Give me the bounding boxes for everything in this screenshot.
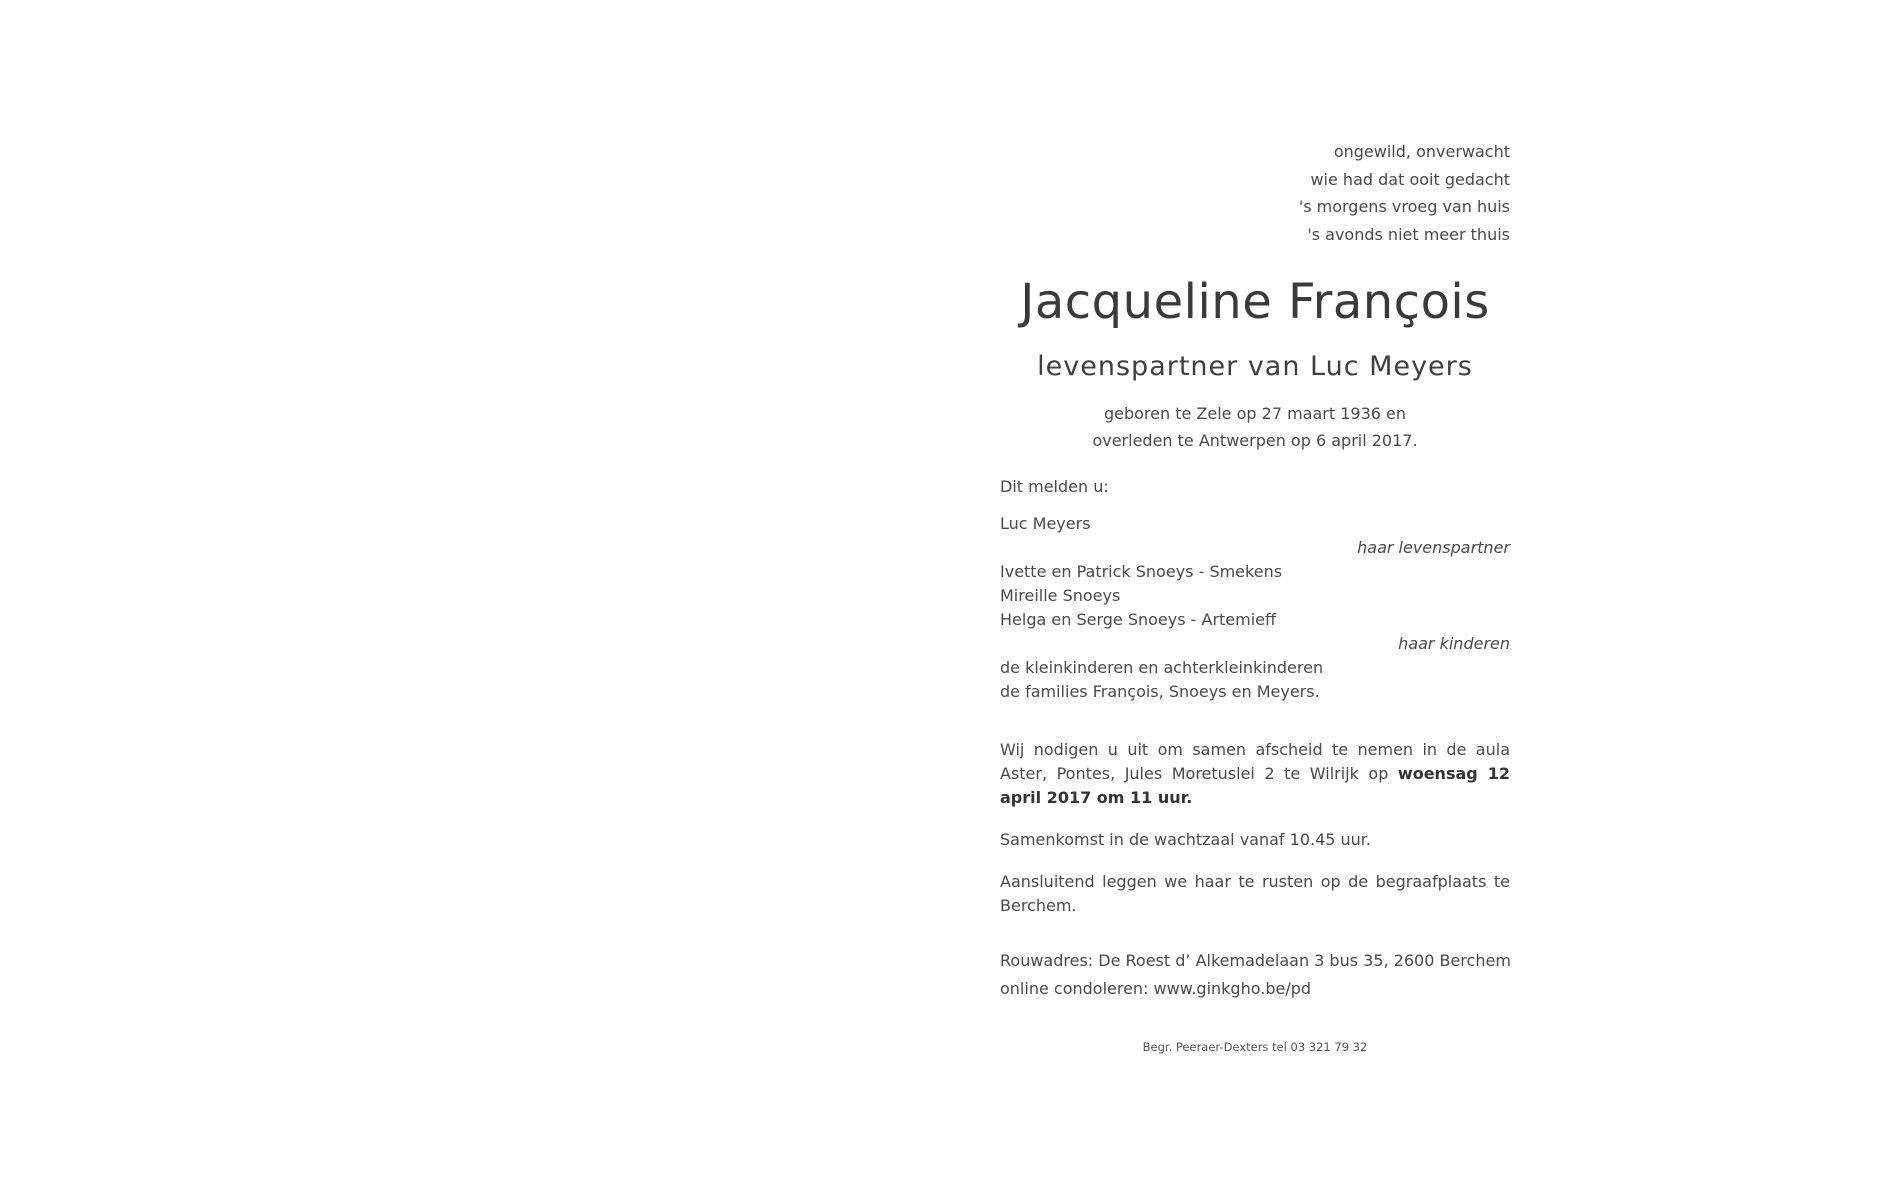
poem-line: 's morgens vroeg van huis: [1298, 197, 1510, 216]
announcement-intro: Dit melden u:: [1000, 477, 1109, 496]
deceased-name: Jacqueline François: [1020, 274, 1490, 330]
child-entry: Ivette en Patrick Snoeys - Smekens: [1000, 562, 1283, 581]
contact-info: [1000, 947, 1530, 1002]
ceremony-info: [1000, 738, 1510, 936]
family-entry: de kleinkinderen en achterkleinkinderen: [1000, 658, 1324, 677]
invitation-text: Wij nodigen u uit om samen afscheid te nemen in de aula Aster, Pontes, Jules Moretuslei 2 te Wilrijk op: [1000, 740, 1510, 783]
poem-line: ongewild, onverwacht: [1333, 142, 1510, 161]
mourners-list: [1000, 512, 1510, 704]
mourning-address: Rouwadres: De Roest d’ Alkemadelaan 3 bus 35, 2600 Berchem: [1000, 951, 1511, 970]
partner-name: Luc Meyers: [1000, 514, 1091, 533]
poem: [1090, 138, 1510, 248]
birth-line: geboren te Zele op 27 maart 1936 en: [1103, 404, 1407, 423]
invitation-paragraph: [1000, 738, 1510, 810]
child-entry: Mireille Snoeys: [1000, 586, 1121, 605]
deceased-relation: levenspartner van Luc Meyers: [1037, 351, 1473, 382]
poem-line: wie had dat ooit gedacht: [1310, 169, 1510, 189]
online-condolences: online condoleren: www.ginkgho.be/pd: [1000, 978, 1312, 998]
birth-death-info: [1000, 400, 1510, 454]
gathering-paragraph: Samenkomst in de wachtzaal vanaf 10.45 uur.: [1000, 830, 1371, 849]
children-role: haar kinderen: [1398, 634, 1510, 653]
obituary-card: [1000, 138, 1510, 1068]
partner-role: haar levenspartner: [1357, 538, 1510, 557]
burial-paragraph: Aansluitend leggen we haar te rusten op de begraafplaats te Berchem.: [1000, 872, 1510, 915]
undertaker-info: Begr. Peeraer-Dexters tel 03 321 79 32: [1142, 1040, 1368, 1054]
child-entry: Helga en Serge Snoeys - Artemieff: [1000, 610, 1277, 629]
family-entry: de families François, Snoeys en Meyers.: [1000, 682, 1320, 701]
ceremony-date: woensag 12 april 2017 om 11 uur.: [1000, 764, 1511, 807]
death-line: overleden te Antwerpen op 6 april 2017.: [1092, 431, 1418, 450]
poem-line: 's avonds niet meer thuis: [1307, 224, 1510, 244]
